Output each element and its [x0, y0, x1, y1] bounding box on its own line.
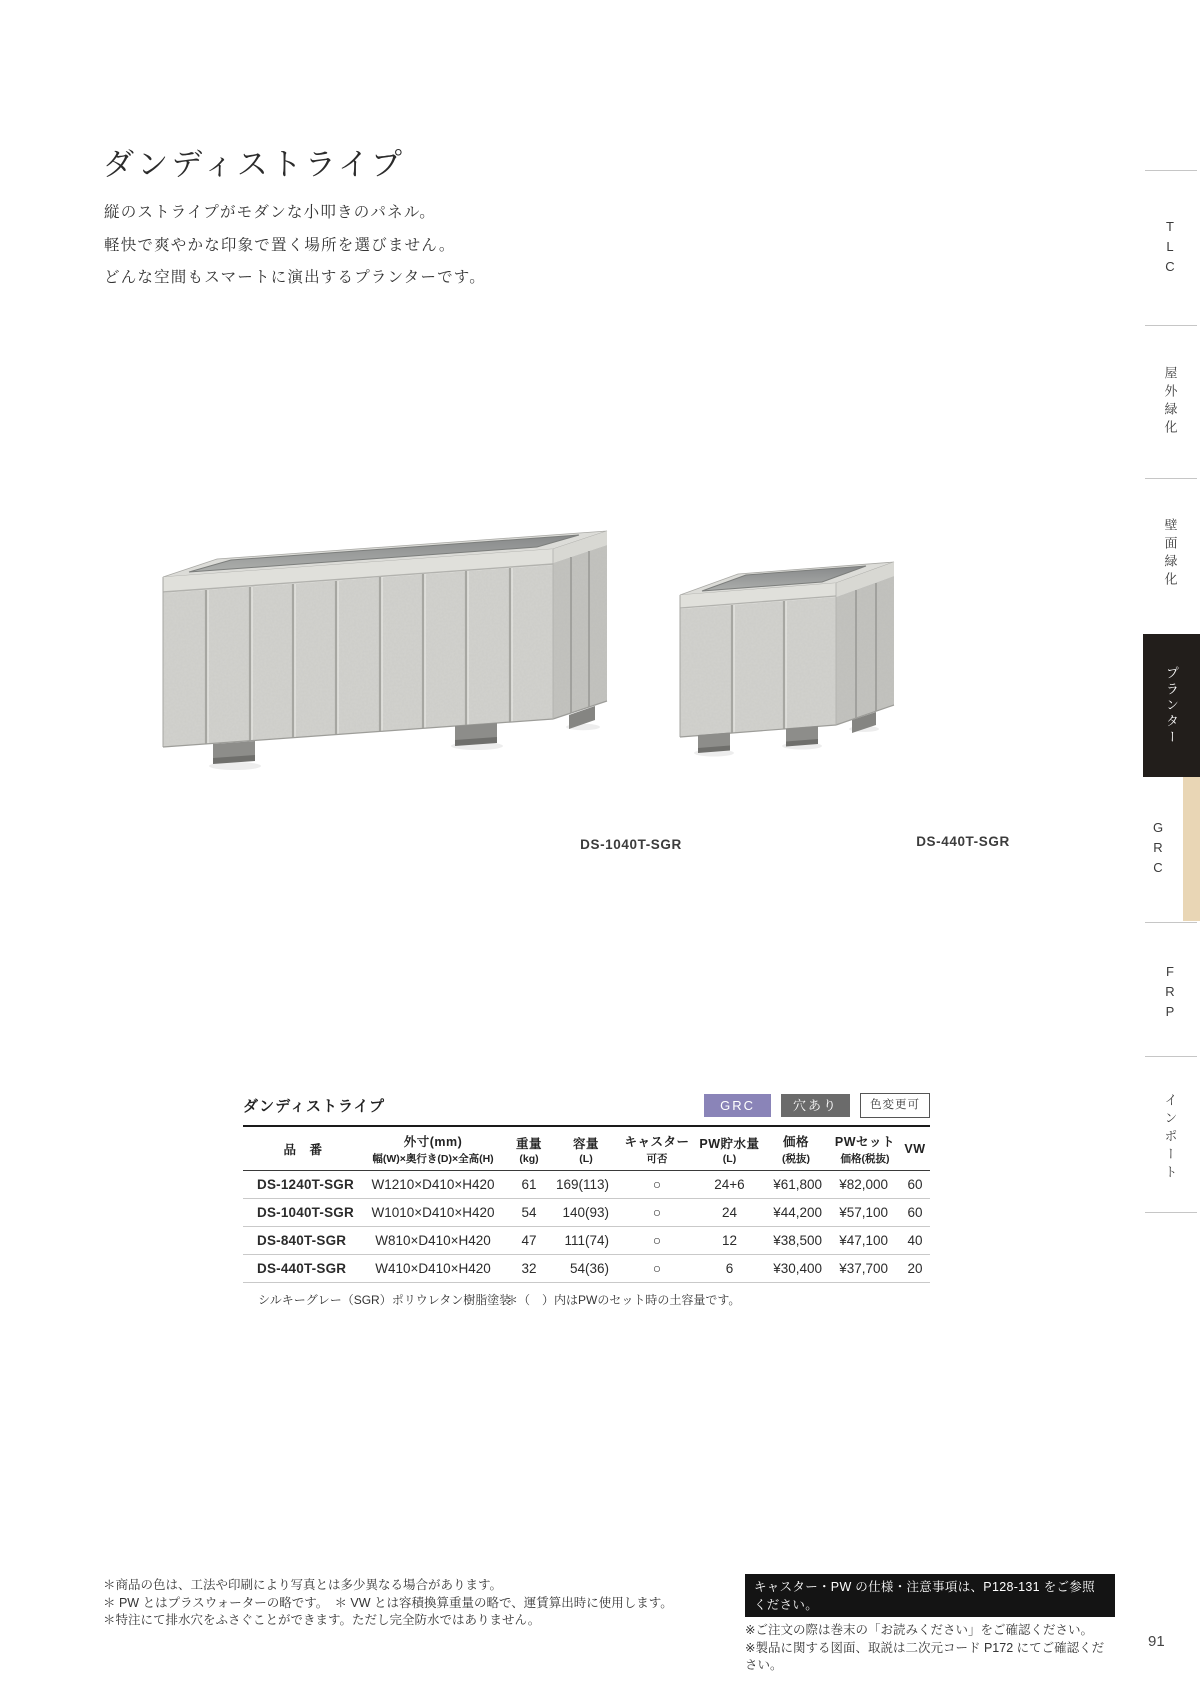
spec-table-section — [243, 1092, 930, 1311]
product-description — [104, 197, 486, 295]
table-row: DS-440T-SGR W410×D410×H420 32 54(36) ○ 6 ¥30,400 ¥37,700 20 — [243, 1255, 930, 1283]
sidebar-divider — [1145, 170, 1197, 171]
column-header-row — [243, 1126, 930, 1171]
notice-line: ※ご注文の際は巻末の「お読みください」をご確認ください。 — [745, 1623, 1093, 1637]
table-row: DS-840T-SGR W810×D410×H420 47 111(74) ○ 12 ¥38,500 ¥47,100 40 — [243, 1227, 930, 1255]
spec-table-title: ダンディストライプ — [243, 1097, 386, 1115]
footnote-line: ＊商品の色は、工法や印刷により写真とは多少異なる場合があります。 — [103, 1578, 503, 1592]
finish-note: シルキーグレー（SGR）ポリウレタン樹脂塗装 — [258, 1293, 512, 1307]
product-label-ds1040: DS-1040T-SGR — [580, 837, 682, 852]
page-title: ダンディストライプ — [103, 146, 405, 182]
description-line: どんな空間もスマートに演出するプランターです。 — [104, 269, 486, 286]
planter-photo-large — [155, 515, 625, 785]
sidebar-item-import: インポート — [1162, 1093, 1178, 1183]
col-capacity: 容量 (L) — [572, 1136, 599, 1165]
spec-table — [243, 1125, 930, 1283]
footnotes-left — [103, 1577, 673, 1630]
sidebar-item-tlc: TLC — [1162, 219, 1178, 279]
sidebar-divider — [1145, 325, 1197, 326]
table-row: DS-1040T-SGR W1010×D410×H420 54 140(93) ○ 24 ¥44,200 ¥57,100 60 — [243, 1199, 930, 1227]
table-notes — [243, 1291, 930, 1311]
col-pw-capacity: PW貯水量 (L) — [699, 1136, 760, 1165]
col-vw: VW — [904, 1141, 926, 1156]
page-number: 91 — [1148, 1633, 1165, 1650]
sidebar-divider — [1145, 478, 1197, 479]
col-model: 品 番 — [283, 1142, 323, 1157]
badge-grc: GRC — [704, 1094, 771, 1117]
sidebar-divider — [1145, 1212, 1197, 1213]
notice-line: ※製品に関する図面、取説は二次元コード P172 にてご確認ください。 — [745, 1640, 1105, 1672]
col-pw-set-price: PWセット 価格(税抜) — [834, 1135, 896, 1165]
table-row: DS-1240T-SGR W1210×D410×H420 61 169(113) ○ 24+6 ¥61,800 ¥82,000 60 — [243, 1171, 930, 1199]
footnote-line: ＊ PW とはプラスウォーターの略です。 ＊ VW とは容積換算重量の略で、運賃算出時に使用します。 — [103, 1595, 673, 1610]
sidebar-divider — [1145, 1056, 1197, 1057]
col-price: 価格 (税抜) — [782, 1135, 810, 1165]
description-line: 縦のストライプがモダンな小叩きのパネル。 — [104, 204, 436, 221]
product-label-ds440: DS-440T-SGR — [916, 834, 1010, 849]
footnotes-right — [745, 1574, 1115, 1675]
current-section-strip — [1183, 777, 1200, 921]
notice-banner: キャスター・PW の仕様・注意事項は、P128-131 をご参照ください。 — [745, 1574, 1115, 1617]
pw-capacity-note: ＊（ ）内はPWのセット時の土容量です。 — [506, 1293, 741, 1307]
col-size: 外寸(mm) 幅(W)×奥行き(D)×全高(H) — [372, 1135, 494, 1165]
badge-hole: 穴あり — [781, 1094, 850, 1117]
spec-table-header-row — [243, 1092, 930, 1118]
sidebar-divider — [1145, 922, 1197, 923]
col-weight: 重量 (kg) — [515, 1136, 542, 1165]
sidebar-item-grc: GRC — [1150, 820, 1166, 880]
notice-lines — [745, 1622, 1115, 1675]
sidebar-item-outdoor-greening: 屋外緑化 — [1162, 366, 1178, 438]
section-index-sidebar — [1140, 0, 1200, 1697]
sidebar-item-wall-greening: 壁面緑化 — [1162, 518, 1178, 590]
col-caster: キャスター 可否 — [624, 1135, 690, 1165]
footnote-line: ＊特注にて排水穴をふさぐことができます。ただし完全防水ではありません。 — [103, 1613, 541, 1627]
sidebar-item-planter-active: プランター — [1143, 634, 1200, 777]
attribute-badges — [704, 1093, 930, 1118]
badge-color-change: 色変更可 — [860, 1093, 930, 1118]
planter-photo-small — [668, 545, 936, 780]
sidebar-item-frp: FRP — [1162, 964, 1178, 1024]
description-line: 軽快で爽やかな印象で置く場所を選びません。 — [104, 236, 456, 254]
